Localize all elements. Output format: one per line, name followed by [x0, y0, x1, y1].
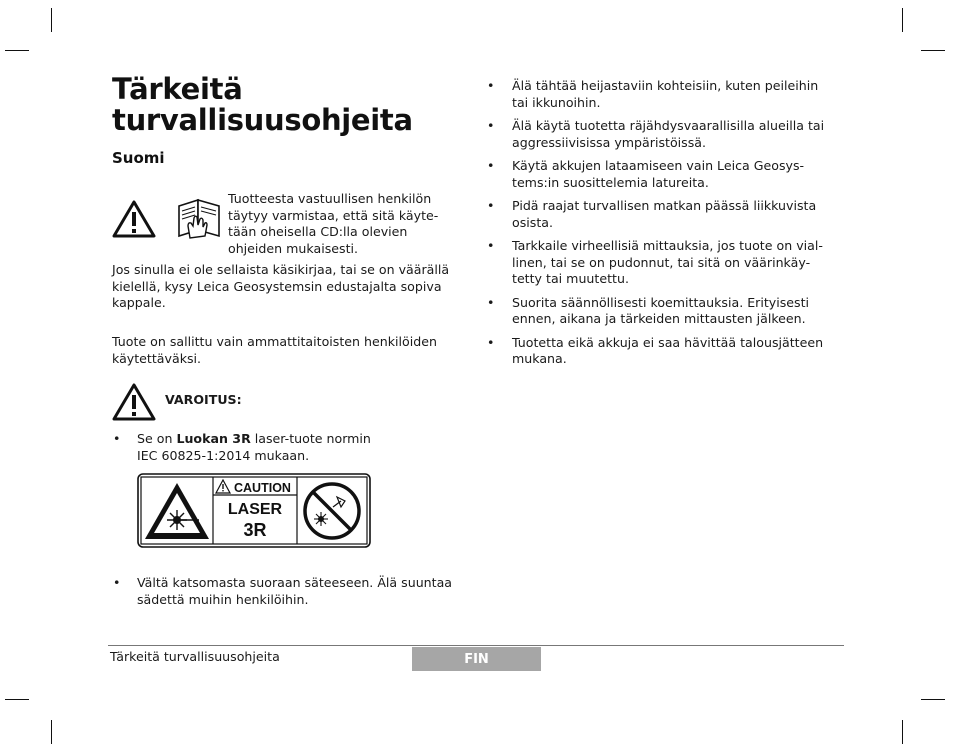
text-line: Älä käytä tuotetta räjähdysvaarallisilla alueilla tai: [512, 118, 825, 133]
laser-text: LASER: [227, 501, 283, 518]
manual-note: [228, 191, 438, 257]
text-line: osista.: [512, 214, 553, 230]
laser-warning-label: [137, 473, 371, 548]
crop-mark: [5, 699, 29, 700]
footer-section-title: Tärkeitä turvallisuusohjeita: [110, 649, 280, 664]
text-line: Tuotteesta vastuullisen henkilön: [228, 191, 432, 206]
text-line: tetty tai muutettu.: [512, 271, 629, 286]
crop-mark: [902, 720, 903, 744]
text-line: tems:in suosittelemia latureita.: [512, 174, 709, 190]
text-line: Suorita säännöllisesti koemittauksia. Erityisesti: [512, 294, 810, 310]
eye-safety-bullet: [137, 575, 452, 608]
text-line: linen, tai se on pudonnut, tai sitä on väärinkäy-: [512, 254, 811, 270]
bullet-dot: •: [487, 294, 495, 310]
text-line: sädettä muihin henkilöihin.: [137, 591, 309, 607]
warning-heading: VAROITUS:: [165, 392, 242, 407]
text-line: [137, 431, 371, 448]
crop-mark: [51, 8, 52, 32]
text-line: käytettäväksi.: [112, 350, 202, 366]
page-title-line: turvallisuusohjeita: [112, 103, 413, 137]
footer-divider: [108, 645, 844, 646]
text-line: Tarkkaile virheellisiä mittauksia, jos tuote on vial-: [512, 238, 823, 253]
text-line: IEC 60825-1:2014 mukaan.: [137, 447, 310, 463]
crop-mark: [51, 720, 52, 744]
text-span: laser-tuote normin: [250, 431, 371, 446]
laser-class-bullet: [137, 431, 371, 464]
language-tab: FIN: [412, 647, 541, 671]
text-line: Jos sinulla ei ole sellaista käsikirjaa, tai se on väärällä: [112, 262, 450, 277]
bullet-dot: •: [487, 118, 495, 133]
list-item: [487, 238, 847, 288]
list-item: [487, 198, 847, 231]
text-line: Vältä katsomasta suoraan säteeseen. Älä suuntaa: [137, 575, 453, 590]
text-line: täytyy varmistaa, että sitä käyte-: [228, 207, 439, 223]
bullet-dot: •: [487, 78, 495, 93]
text-line: kielellä, kysy Leica Geosystemsin edustajalta sopiva: [112, 278, 442, 294]
bullet-dot: •: [487, 198, 495, 213]
text-line: tään oheisella CD:lla olevien: [228, 224, 408, 239]
no-manual-paragraph: [112, 262, 449, 312]
permitted-use-paragraph: [112, 334, 437, 367]
text-line: ohjeiden mukaisesti.: [228, 240, 359, 256]
warning-triangle-icon: [112, 383, 156, 421]
bullet-dot: •: [113, 575, 121, 590]
safety-bullet-list: [487, 78, 847, 375]
text-line: mukana.: [512, 351, 567, 366]
bullet-dot: •: [487, 158, 495, 173]
page-title: [112, 74, 472, 136]
text-line: Älä tähtää heijastaviin kohteisiin, kuten peileihin: [512, 78, 819, 93]
warning-triangle-icon: [112, 200, 156, 238]
crop-mark: [5, 50, 29, 51]
text-line: Pidä raajat turvallisen matkan päässä liikkuvista: [512, 198, 817, 213]
bullet-dot: •: [487, 238, 495, 253]
laser-class-bold: Luokan 3R: [176, 431, 251, 446]
caution-text: CAUTION: [234, 481, 291, 495]
text-line: ennen, aikana ja tärkeiden mittausten jälkeen.: [512, 311, 806, 326]
text-line: kappale.: [112, 295, 166, 310]
bullet-dot: •: [113, 431, 121, 446]
no-eye-exposure-icon: [305, 484, 359, 538]
page-title-line: Tärkeitä: [112, 72, 243, 106]
language-heading: Suomi: [112, 149, 165, 167]
text-span: Se on: [137, 431, 177, 446]
list-item: [487, 335, 847, 368]
text-line: aggressiivisissa ympäristöissä.: [512, 134, 706, 150]
bullet-dot: •: [487, 334, 495, 350]
text-line: Tuotetta eikä akkuja ei saa hävittää talousjätteen: [512, 334, 824, 350]
crop-mark: [902, 8, 903, 32]
text-line: Käytä akkujen lataamiseen vain Leica Geosys-: [512, 158, 805, 173]
text-line: Tuote on sallittu vain ammattitaitoisten henkilöiden: [112, 334, 437, 349]
manual-book-icon: [176, 196, 222, 240]
laser-class-text: 3R: [243, 520, 267, 540]
list-item: [487, 295, 847, 328]
text-line: tai ikkunoihin.: [512, 94, 601, 110]
list-item: [487, 118, 847, 151]
list-item: [487, 78, 847, 111]
list-item: [487, 158, 847, 191]
crop-mark: [921, 50, 945, 51]
crop-mark: [921, 699, 945, 700]
